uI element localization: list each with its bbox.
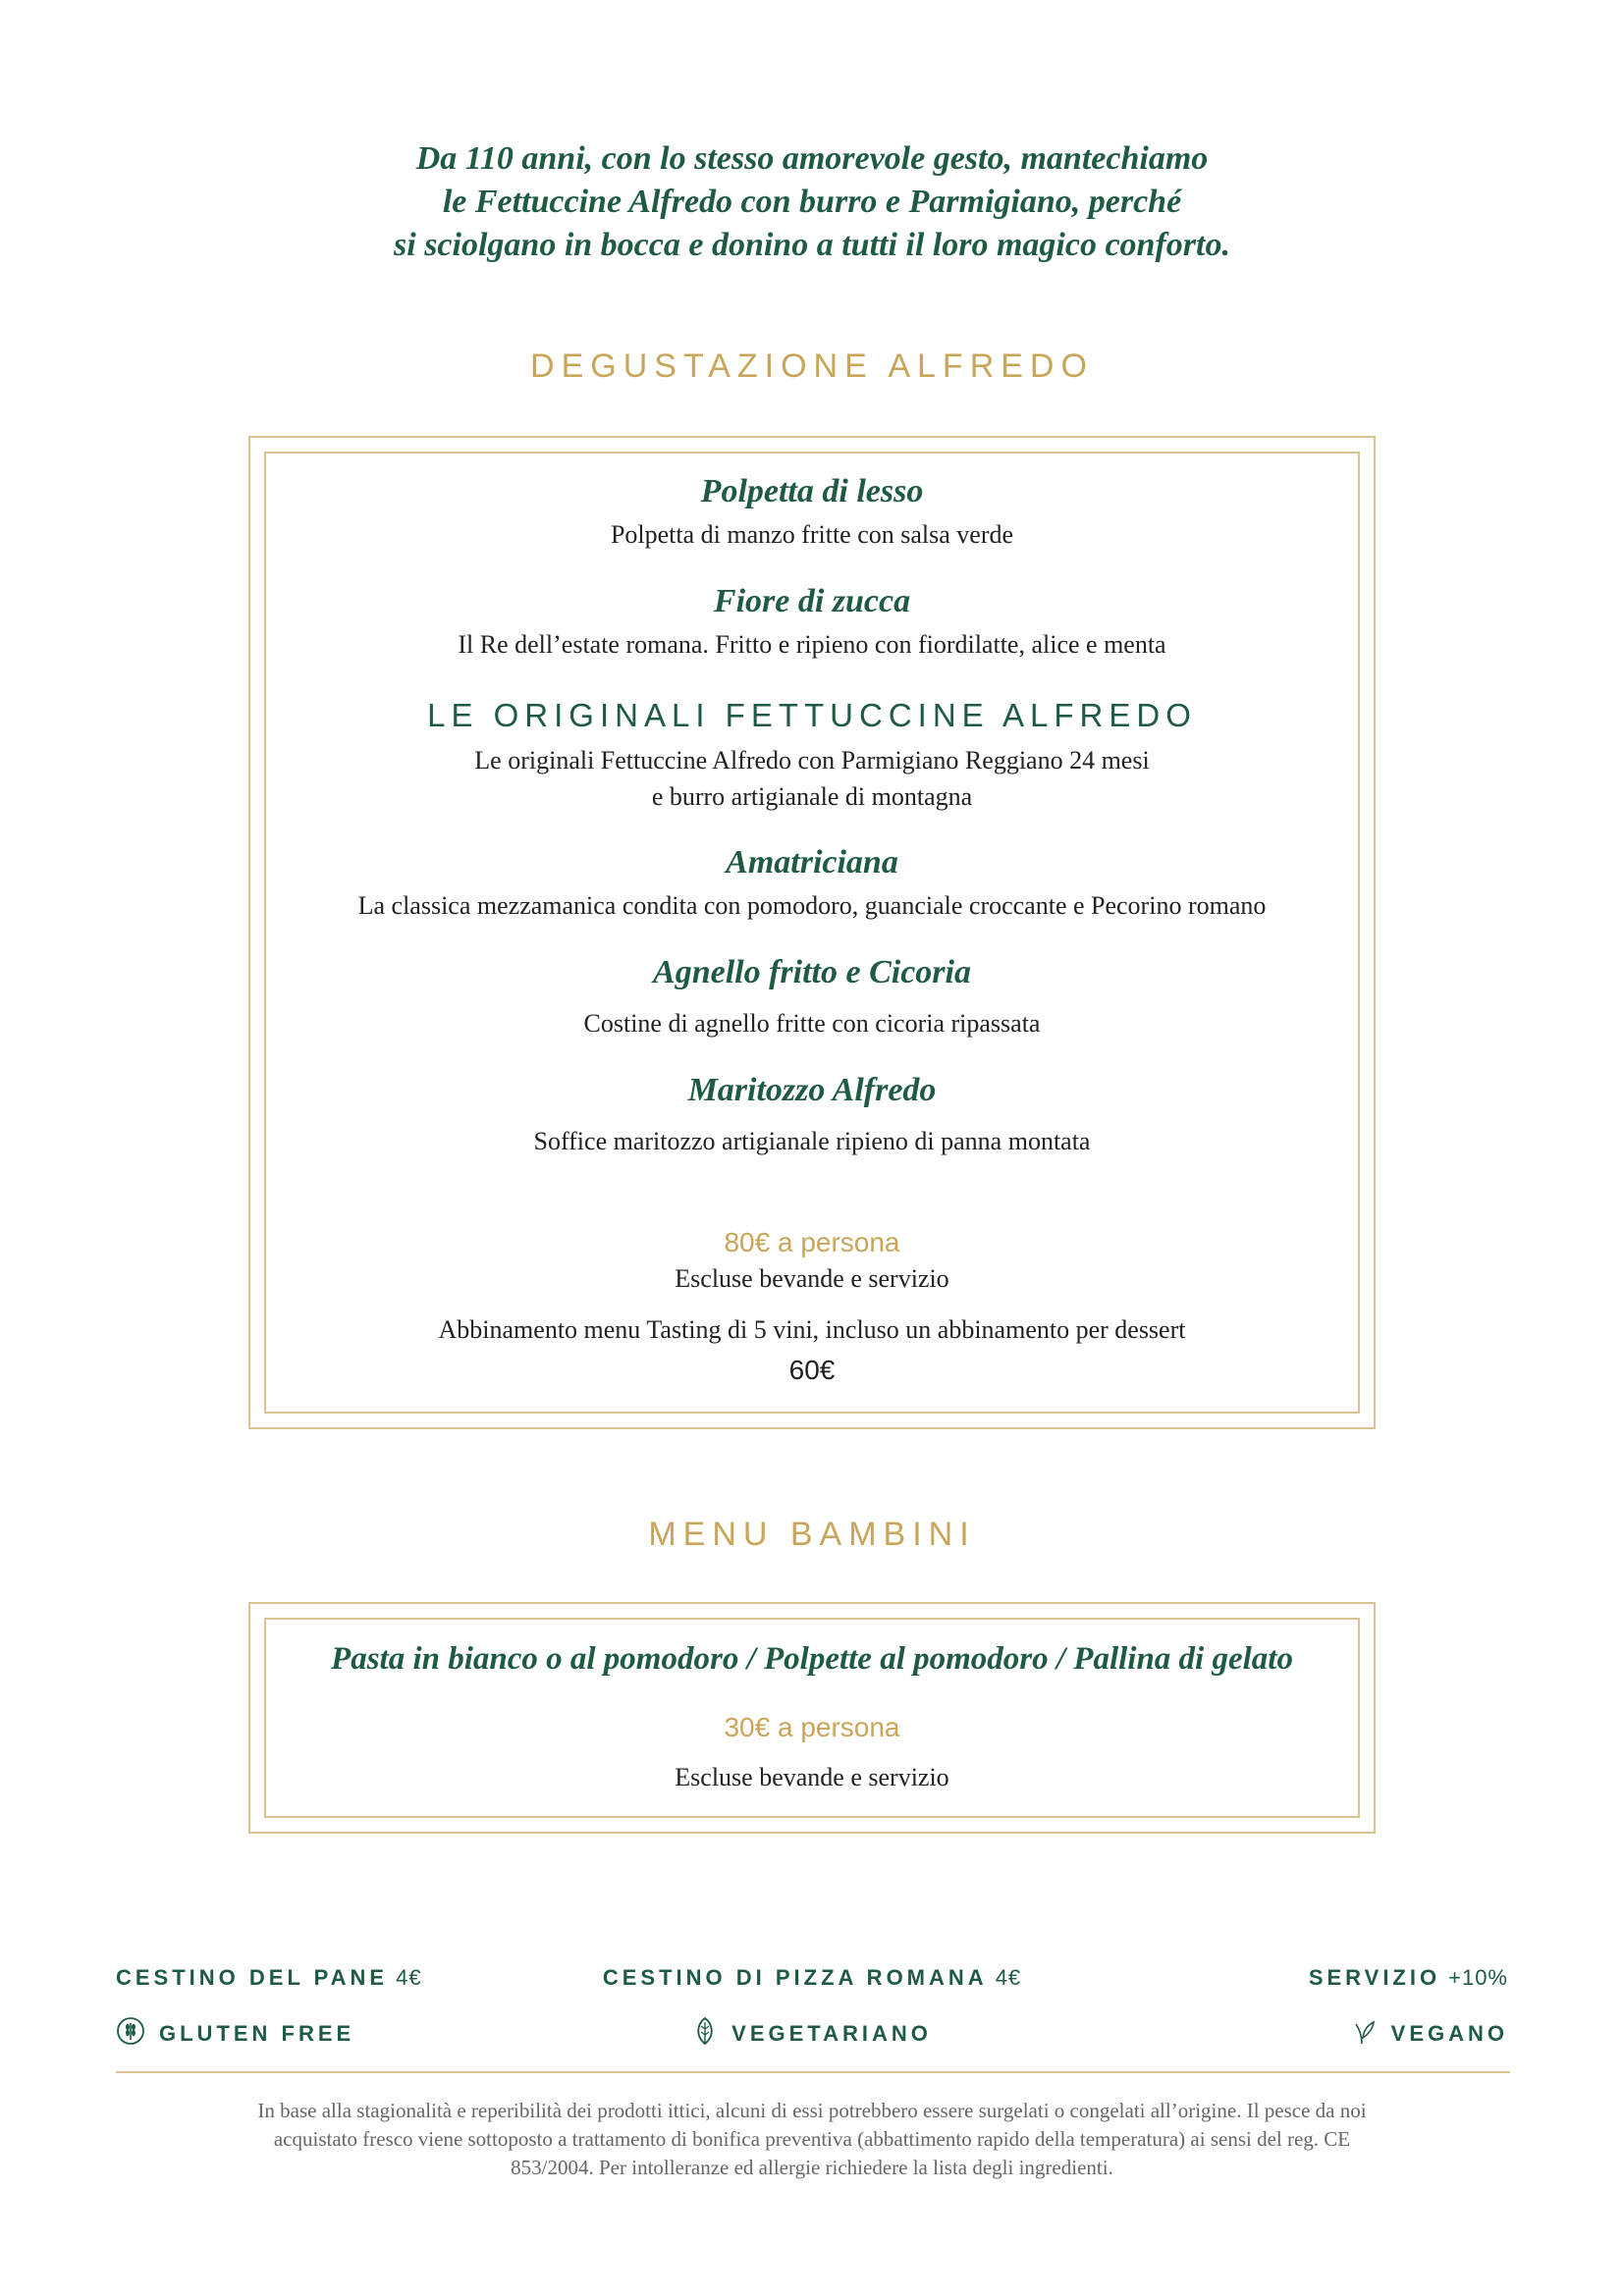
dish-name: Polpetta di lesso (700, 473, 924, 509)
legend-gluten-label: GLUTEN FREE (159, 2021, 355, 2046)
disclaimer-line-1: In base alla stagionalità e reperibilità dei prodotti ittici, alcuni di essi potrebbero essere surgelati o congelati all’origine. Il pesce da noi (257, 2099, 1367, 2122)
intro-text (0, 137, 1624, 267)
degustazione-price: 80€ a persona (724, 1227, 900, 1257)
service-label: SERVIZIO (1308, 1965, 1441, 1990)
dish-description: Le originali Fettuccine Alfredo con Parmigiano Reggiano 24 mesi (474, 746, 1150, 774)
dish-description: Soffice maritozzo artigianale ripieno di panna montata (533, 1127, 1091, 1155)
dish-description: Costine di agnello fritte con cicoria ripassata (583, 1009, 1041, 1038)
dish-name: Maritozzo Alfredo (687, 1072, 937, 1108)
bambini-price-note: Escluse bevande e servizio (675, 1763, 949, 1791)
dish-description: Polpetta di manzo fritte con salsa verde (610, 520, 1014, 549)
dish-name: Fiore di zucca (713, 583, 911, 619)
bread-basket-label: CESTINO DEL PANE (116, 1965, 389, 1990)
pizza-basket-price: 4€ (995, 1965, 1022, 1990)
footer-divider (116, 2071, 1510, 2073)
dish-name: Agnello fritto e Cicoria (653, 954, 971, 990)
intro-line-3: si sciolgano in bocca e donino a tutti il loro magico conforto. (394, 227, 1230, 263)
intro-line-2: le Fettuccine Alfredo con burro e Parmigiano, perché (442, 184, 1182, 220)
pizza-basket-label: CESTINO DI PIZZA ROMANA (602, 1965, 988, 1990)
legend-vegan-label: VEGANO (1390, 2021, 1508, 2046)
legend-vegan (1352, 2016, 1508, 2052)
service-charge (1309, 1965, 1508, 1991)
bread-basket-price: 4€ (396, 1965, 422, 1990)
wine-pairing-price: 60€ (788, 1355, 836, 1385)
dish-name-featured: LE ORIGINALI FETTUCCINE ALFREDO (427, 697, 1197, 733)
section-title-degustazione: DEGUSTAZIONE ALFREDO (530, 347, 1094, 385)
leaf-icon (692, 2016, 731, 2052)
sprout-icon (1352, 2016, 1391, 2052)
kids-dishes: Pasta in bianco o al pomodoro / Polpette al pomodoro / Pallina di gelato (331, 1641, 1293, 1677)
intro-line-1: Da 110 anni, con lo stesso amorevole gesto, mantechiamo (415, 140, 1209, 177)
disclaimer (157, 2097, 1467, 2182)
dish-description: e burro artigianale di montagna (651, 782, 973, 811)
service-price: +10% (1448, 1965, 1508, 1990)
degustazione-price-note: Escluse bevande e servizio (675, 1264, 949, 1293)
dish-name: Amatriciana (726, 844, 898, 881)
bambini-price: 30€ a persona (724, 1712, 900, 1742)
legend-vegetarian-label: VEGETARIANO (731, 2021, 932, 2046)
disclaimer-line-2: acquistato fresco viene sottoposto a trattamento di bonifica preventiva (abbattimento rapido della temperatura) ai sensi del reg. CE (273, 2127, 1351, 2151)
disclaimer-line-3: 853/2004. Per intolleranze ed allergie richiedere la lista degli ingredienti. (511, 2156, 1113, 2179)
wine-pairing: Abbinamento menu Tasting di 5 vini, incluso un abbinamento per dessert (438, 1315, 1186, 1344)
dish-description: Il Re dell’estate romana. Fritto e ripieno con fiordilatte, alice e menta (458, 630, 1166, 659)
dish-description: La classica mezzamanica condita con pomodoro, guanciale croccante e Pecorino romano (357, 891, 1267, 920)
section-title-bambini: MENU BAMBINI (648, 1516, 976, 1553)
